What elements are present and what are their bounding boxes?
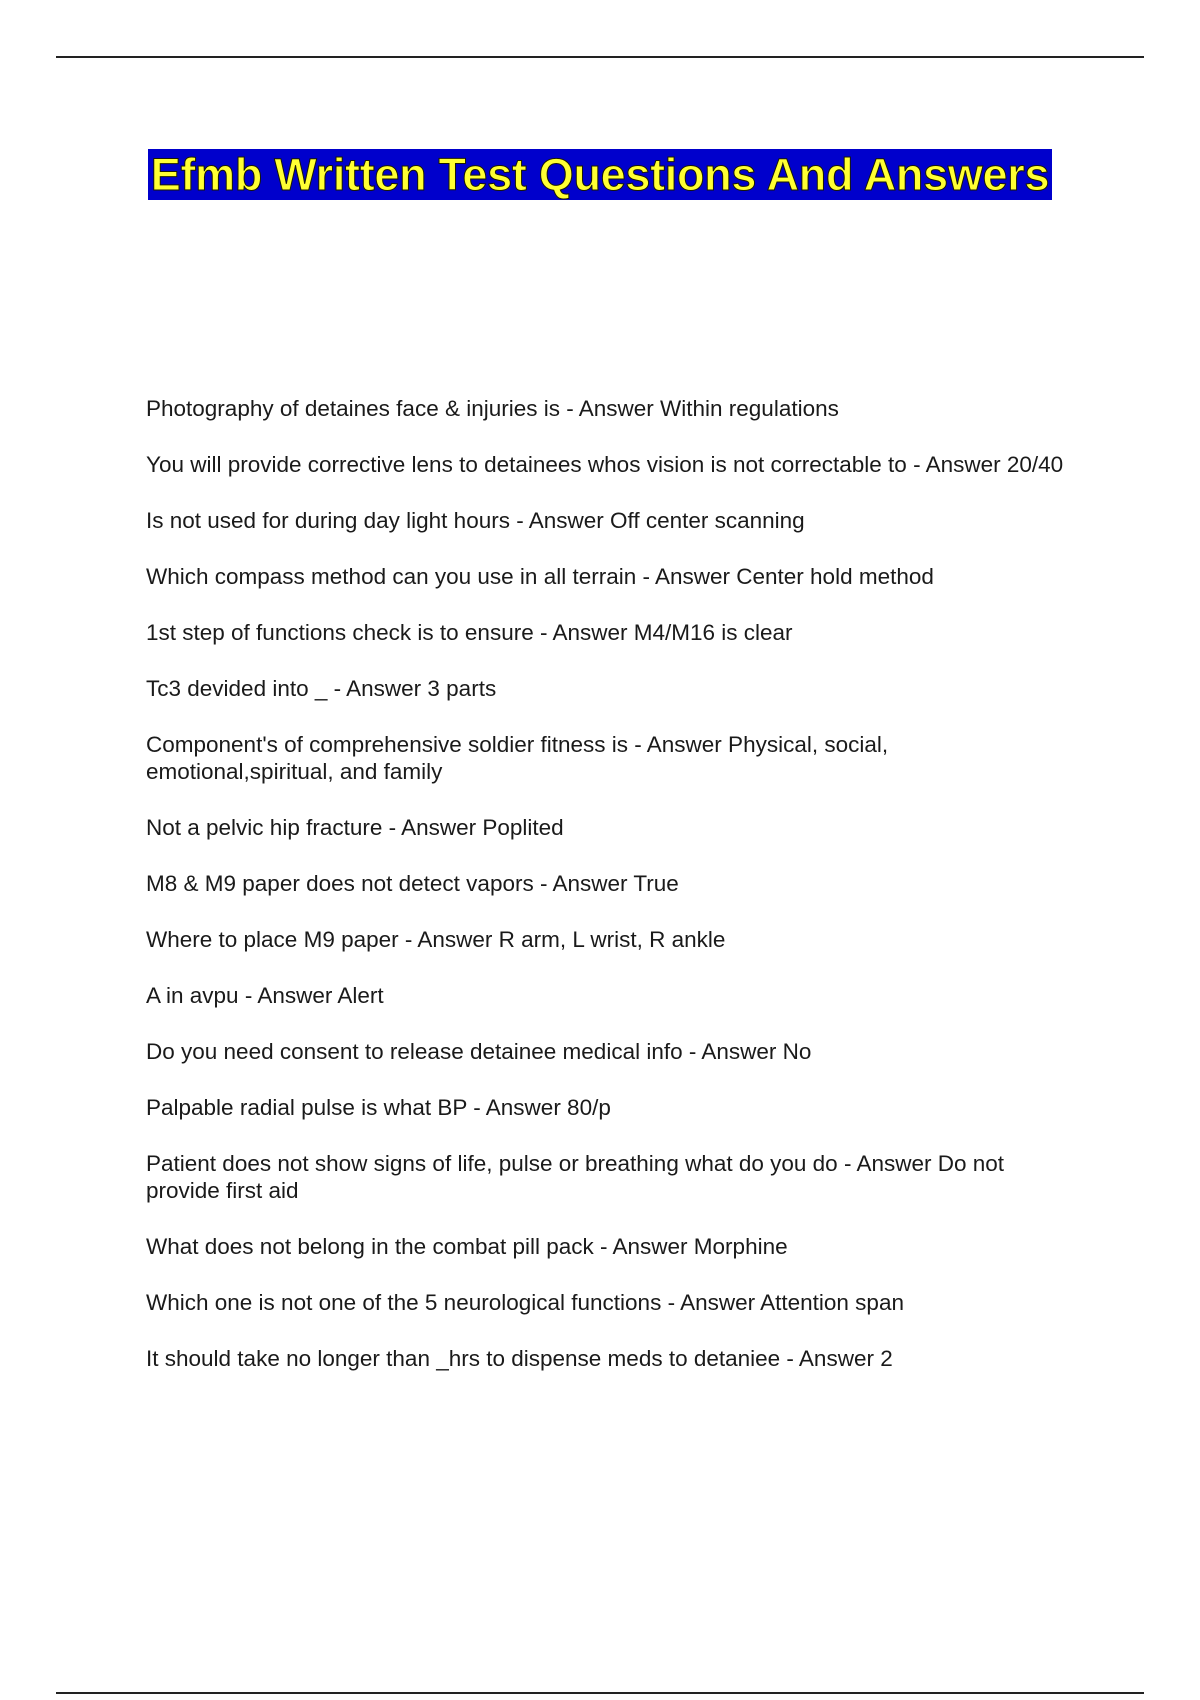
header-rule xyxy=(56,56,1144,58)
qa-item: A in avpu - Answer Alert xyxy=(146,983,384,1008)
qa-list xyxy=(146,395,1076,1401)
qa-item: Which one is not one of the 5 neurological functions - Answer Attention span xyxy=(146,1290,904,1315)
qa-item: Palpable radial pulse is what BP - Answer 80/p xyxy=(146,1095,611,1120)
title-block xyxy=(0,146,1200,203)
qa-item: Is not used for during day light hours - Answer Off center scanning xyxy=(146,508,805,533)
footer-rule xyxy=(56,1692,1144,1694)
qa-item: Not a pelvic hip fracture - Answer Poplited xyxy=(146,815,564,840)
document-title: Efmb Written Test Questions And Answers xyxy=(148,149,1052,200)
qa-item: What does not belong in the combat pill pack - Answer Morphine xyxy=(146,1234,788,1259)
qa-item: You will provide corrective lens to detainees whos vision is not correctable to - Answer 20/40 xyxy=(146,452,1064,477)
qa-item: It should take no longer than _hrs to dispense meds to detaniee - Answer 2 xyxy=(146,1346,893,1371)
qa-item: Which compass method can you use in all terrain - Answer Center hold method xyxy=(146,564,934,589)
qa-item: M8 & M9 paper does not detect vapors - Answer True xyxy=(146,871,679,896)
qa-item: Tc3 devided into _ - Answer 3 parts xyxy=(146,676,497,701)
qa-item: Do you need consent to release detainee medical info - Answer No xyxy=(146,1039,812,1064)
qa-item: Component's of comprehensive soldier fitness is - Answer Physical, social, emotional,spiritual, and family xyxy=(146,732,889,784)
qa-item: Patient does not show signs of life, pulse or breathing what do you do - Answer Do not provide first aid xyxy=(146,1151,1005,1203)
qa-item: Photography of detaines face & injuries is - Answer Within regulations xyxy=(146,396,839,421)
qa-item: 1st step of functions check is to ensure - Answer M4/M16 is clear xyxy=(146,620,793,645)
qa-item: Where to place M9 paper - Answer R arm, L wrist, R ankle xyxy=(146,927,726,952)
